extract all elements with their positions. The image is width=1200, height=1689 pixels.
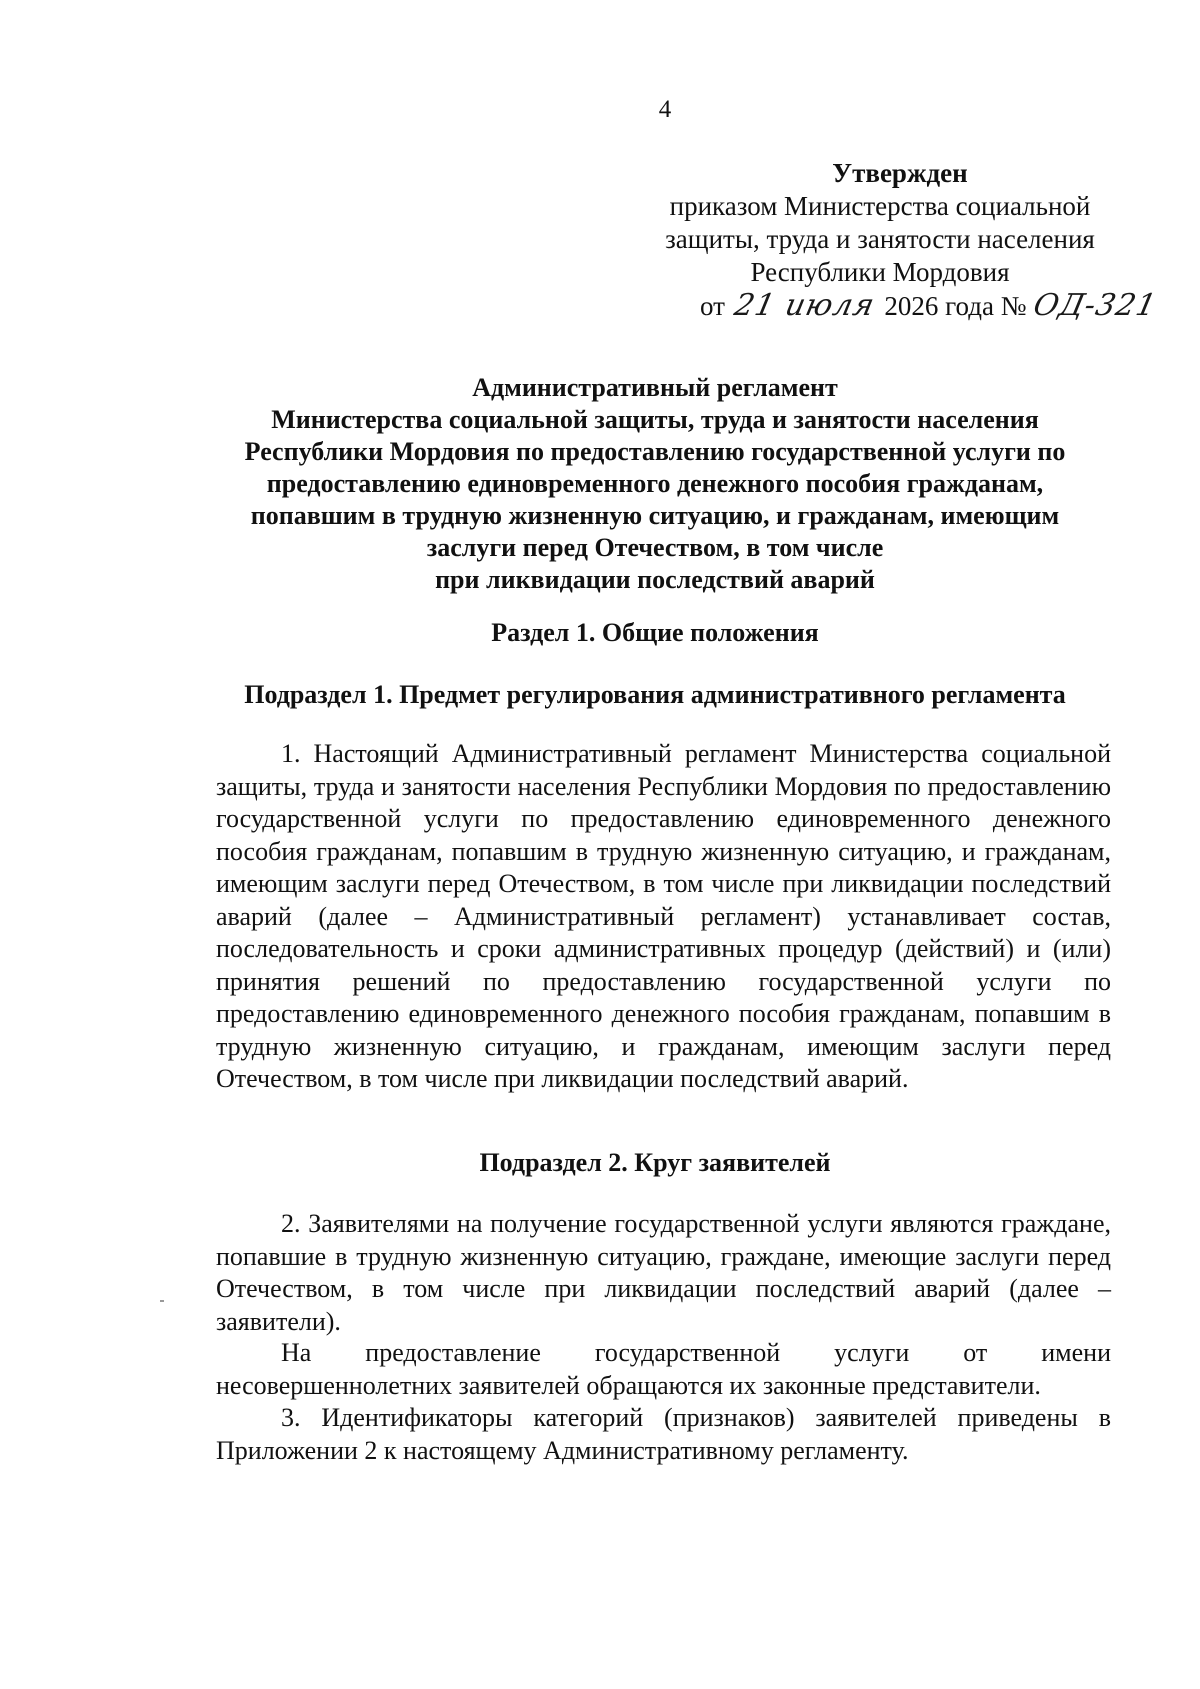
date-prefix: от [700, 291, 725, 321]
paragraph-2: 2. Заявителями на получение государственной услуги являются граждане, попавшие в трудную жизненную ситуацию, граждане, имеющие заслуги перед Отечеством, в том числе при ликвидации последствий аварий (далее – заявители). [216, 1209, 1111, 1336]
scan-mark [160, 1300, 164, 1302]
title-line-3: Республики Мордовия по предоставлению государственной услуги по [244, 437, 1066, 466]
title-line-6: заслуги перед Отечеством, в том числе [426, 533, 884, 562]
approval-stamp-block [640, 157, 1161, 323]
title-line-4: предоставлению единовременного денежного пособия гражданам, [266, 469, 1044, 498]
paragraph-1: 1. Настоящий Административный регламент Министерства социальной защиты, труда и занятости населения Республики Мордовия по предоставлению государственной услуги по предоставлению единовременного денежного пособия гражданам, попавшим в трудную жизненную ситуацию, и гражданам, имеющим заслуги перед Отечеством, в том числе при ликвидации последствий аварий (далее – Административный регламент) устанавливает состав, последовательность и сроки административных процедур (действий) и (или) принятия решений по предоставлению государственной услуги по предоставлению единовременного денежного пособия гражданам, попавшим в трудную жизненную ситуацию, и гражданам, имеющим заслуги перед Отечеством, в том числе при ликвидации последствий аварий. [216, 739, 1111, 1093]
page-number: 4 [658, 96, 672, 123]
approval-line-1: приказом Министерства социальной [669, 191, 1091, 221]
handwritten-date: 21 июля [731, 288, 879, 323]
subsection-heading-2: Подраздел 2. Круг заявителей [479, 1148, 831, 1177]
document-title [150, 372, 1160, 596]
approval-line-2: защиты, труда и занятости населения [665, 224, 1095, 254]
title-line-5: попавшим в трудную жизненную ситуацию, и гражданам, имеющим [250, 501, 1060, 530]
section-heading: Раздел 1. Общие положения [491, 618, 819, 647]
year-text: 2026 года № [884, 291, 1027, 321]
paragraph-2b: На предоставление государственной услуги от имени несовершеннолетних заявителей обращаются их законные представители. [216, 1338, 1111, 1400]
approved-title: Утвержден [832, 158, 968, 188]
approval-line-3: Республики Мордовия [750, 257, 1010, 287]
title-line-1: Административный регламент [472, 373, 838, 402]
title-line-2: Министерства социальной защиты, труда и занятости населения [271, 405, 1039, 434]
handwritten-order-number: ОД-321 [1030, 288, 1161, 323]
title-line-7: при ликвидации последствий аварий [435, 565, 875, 594]
approval-date-line [640, 288, 1161, 323]
paragraph-3: 3. Идентификаторы категорий (признаков) заявителей приведены в Приложении 2 к настоящему Административному регламенту. [216, 1403, 1111, 1465]
subsection-heading-1: Подраздел 1. Предмет регулирования административного регламента [244, 680, 1066, 709]
